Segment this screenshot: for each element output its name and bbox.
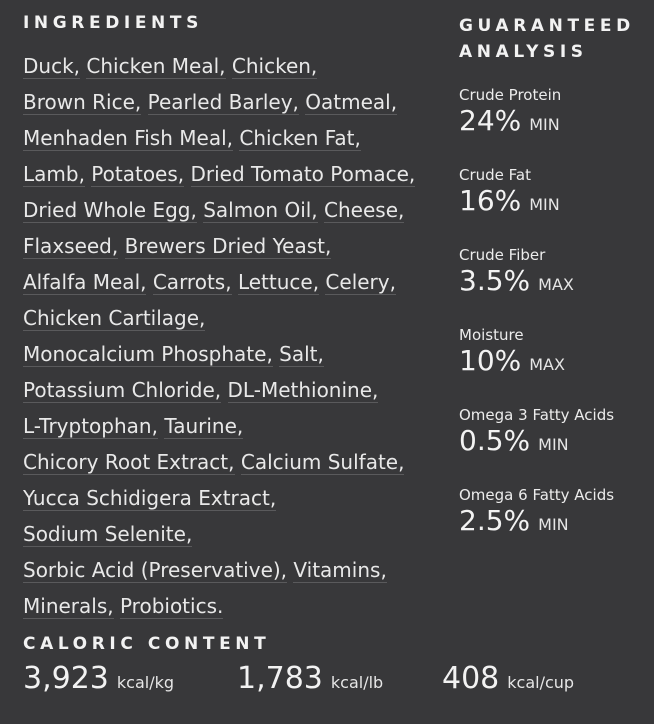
ingredient-item[interactable]: Oatmeal, — [305, 90, 398, 115]
ingredient-item[interactable]: Potatoes, — [91, 162, 185, 187]
nutrient-amount: 24% — [459, 103, 522, 137]
ingredient-item[interactable]: Chicken Meal, — [86, 54, 226, 79]
ingredient-item[interactable]: Dried Whole Egg, — [23, 198, 197, 223]
ingredient-item[interactable]: Sorbic Acid (Preservative), — [23, 558, 288, 583]
nutrient-unit: MIN — [538, 434, 569, 454]
ingredient-item[interactable]: Lettuce, — [237, 270, 320, 295]
ingredient-item[interactable]: Cheese, — [324, 198, 405, 223]
calorie-value: 1,783 — [237, 661, 323, 697]
nutrient-name: Crude Fat — [459, 165, 531, 184]
ingredient-item[interactable]: Chicken, — [231, 54, 318, 79]
ingredient-item[interactable]: DL-Methionine, — [227, 378, 379, 403]
nutrient-unit: MIN — [538, 514, 569, 534]
nutrient-amount: 2.5% — [459, 503, 531, 537]
nutrient-value — [459, 264, 649, 302]
nutrient-name: Omega 3 Fatty Acids — [459, 405, 615, 424]
ingredient-item[interactable]: Chicken Fat, — [239, 126, 361, 151]
nutrient-omega-6 — [459, 486, 649, 566]
ingredient-item[interactable]: Dried Tomato Pomace, — [190, 162, 416, 187]
calorie-unit: kcal/cup — [507, 673, 575, 693]
nutrient-name: Crude Protein — [459, 85, 562, 104]
ingredient-item[interactable]: Sodium Selenite, — [23, 522, 193, 547]
calorie-per-cup — [442, 661, 574, 696]
ingredient-item[interactable]: Calcium Sulfate, — [240, 450, 405, 475]
nutrient-omega-3 — [459, 406, 649, 486]
ingredient-item[interactable]: Taurine, — [164, 414, 244, 439]
ingredient-item[interactable]: Carrots, — [152, 270, 232, 295]
nutrient-value — [459, 504, 649, 542]
nutrient-crude-protein — [459, 86, 649, 166]
ingredient-item[interactable]: Yucca Schidigera Extract, — [23, 486, 277, 511]
guaranteed-analysis-section — [459, 13, 649, 566]
nutrient-name: Crude Fiber — [459, 245, 546, 264]
nutrient-value — [459, 424, 649, 462]
ingredient-item[interactable]: Potassium Chloride, — [23, 378, 222, 403]
nutrient-name: Omega 6 Fatty Acids — [459, 485, 615, 504]
ingredient-item[interactable]: Chicory Root Extract, — [23, 450, 235, 475]
analysis-title: GUARANTEED ANALYSIS — [459, 16, 635, 63]
ingredient-item[interactable]: Lamb, — [23, 162, 85, 187]
ingredient-item[interactable]: Alfalfa Meal, — [23, 270, 147, 295]
nutrient-unit: MIN — [529, 194, 560, 214]
ingredient-item[interactable]: Monocalcium Phosphate, — [23, 342, 273, 367]
calorie-per-lb — [237, 661, 383, 696]
caloric-content-section — [23, 631, 643, 703]
ingredient-item[interactable]: Menhaden Fish Meal, — [23, 126, 233, 151]
nutrient-amount: 0.5% — [459, 423, 531, 457]
nutrient-amount: 3.5% — [459, 263, 531, 297]
caloric-title: CALORIC CONTENT — [23, 634, 271, 654]
calorie-unit: kcal/lb — [330, 673, 384, 693]
nutrient-unit: MIN — [529, 114, 560, 134]
ingredients-section — [23, 10, 423, 624]
nutrient-unit: MAX — [529, 354, 565, 374]
calorie-value: 408 — [442, 661, 500, 697]
calorie-row — [23, 661, 643, 703]
ingredient-item[interactable]: Celery, — [325, 270, 396, 295]
ingredient-item[interactable]: Minerals, — [23, 594, 114, 619]
nutrient-crude-fat — [459, 166, 649, 246]
nutrient-unit: MAX — [538, 274, 574, 294]
ingredient-item[interactable]: Chicken Cartilage, — [23, 306, 206, 331]
ingredient-item[interactable]: L-Tryptophan, — [23, 414, 158, 439]
nutrient-crude-fiber — [459, 246, 649, 326]
calorie-value: 3,923 — [23, 661, 109, 697]
ingredient-item[interactable]: Flaxseed, — [23, 234, 119, 259]
nutrient-value — [459, 184, 649, 222]
nutrient-name: Moisture — [459, 325, 524, 344]
calorie-per-kg — [23, 661, 174, 696]
nutrient-amount: 16% — [459, 183, 522, 217]
ingredient-item[interactable]: Brown Rice, — [23, 90, 142, 115]
nutrient-moisture — [459, 326, 649, 406]
calorie-unit: kcal/kg — [116, 673, 175, 693]
nutrient-amount: 10% — [459, 343, 522, 377]
nutrient-value — [459, 344, 649, 382]
ingredient-item[interactable]: Pearled Barley, — [147, 90, 299, 115]
ingredient-item[interactable]: Brewers Dried Yeast, — [124, 234, 332, 259]
ingredient-list — [23, 48, 423, 624]
ingredient-item[interactable]: Salmon Oil, — [203, 198, 318, 223]
ingredient-item[interactable]: Salt, — [279, 342, 324, 367]
ingredient-item[interactable]: Probiotics. — [119, 594, 224, 619]
ingredient-item[interactable]: Duck, — [23, 54, 81, 79]
ingredient-item[interactable]: Vitamins, — [293, 558, 387, 583]
ingredients-title: INGREDIENTS — [23, 13, 203, 33]
nutrient-value — [459, 104, 649, 142]
